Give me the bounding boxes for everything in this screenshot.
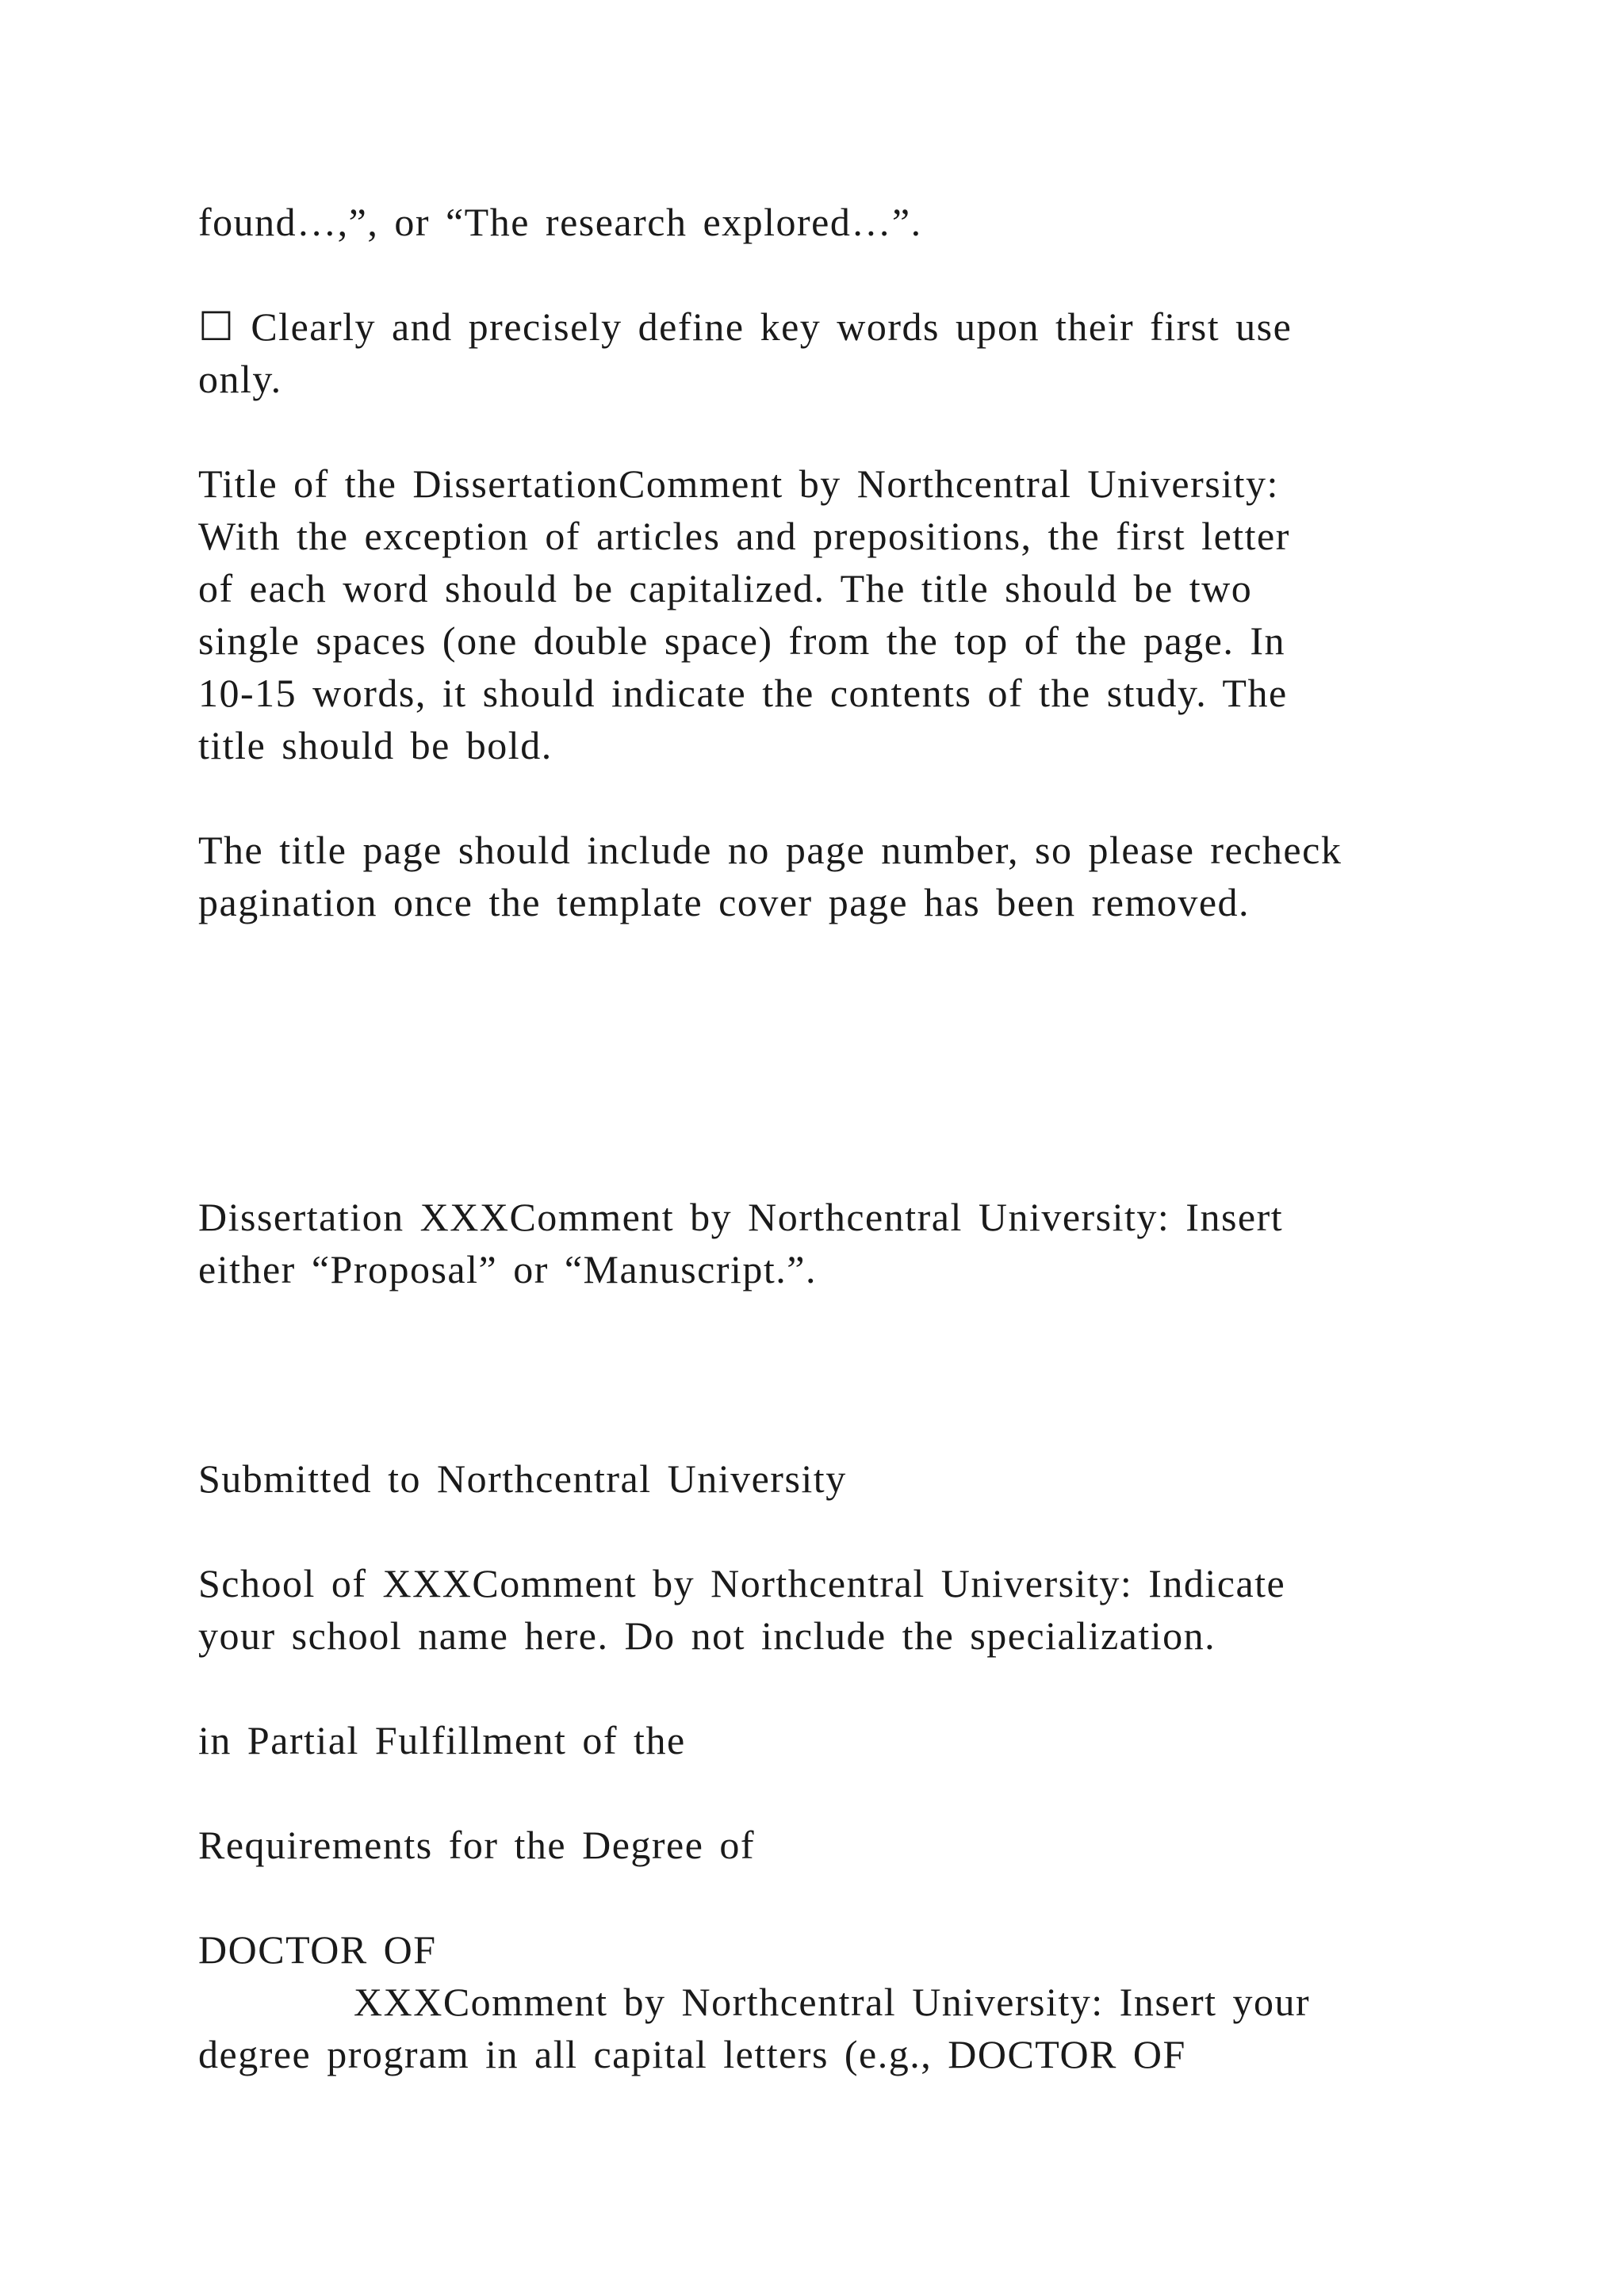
text-line: Dissertation XXXComment by Northcentral University: Insert [198, 1195, 1284, 1239]
text-line: title should be bold. [198, 723, 553, 767]
text-line: With the exception of articles and prepositions, the first letter [198, 514, 1290, 558]
text-line: School of XXXComment by Northcentral University: Indicate [198, 1561, 1286, 1605]
text-line: The title page should include no page number, so please recheck [198, 828, 1342, 872]
text-line: Submitted to Northcentral University [198, 1456, 847, 1501]
text-line: your school name here. Do not include the specialization. [198, 1613, 1216, 1658]
text-line: in Partial Fulfillment of the [198, 1718, 686, 1762]
text-line: only. [198, 357, 282, 401]
text-line: found…,”, or “The research explored…”. [198, 200, 922, 244]
text-line: XXXComment by Northcentral University: Insert your [354, 1980, 1311, 2024]
text-line: of each word should be capitalized. The title should be two [198, 566, 1253, 610]
text-line: 10-15 words, it should indicate the contents of the study. The [198, 671, 1288, 715]
text-line: pagination once the template cover page has been removed. [198, 880, 1251, 924]
text-line: DOCTOR OF [198, 1927, 437, 1972]
text-line: Requirements for the Degree of [198, 1823, 756, 1867]
text-line: ☐ Clearly and precisely define key words upon their first use [198, 304, 1293, 349]
text-line: Title of the DissertationComment by Northcentral University: [198, 461, 1279, 506]
text-line: single spaces (one double space) from the top of the page. In [198, 618, 1285, 663]
text-line: either “Proposal” or “Manuscript.”. [198, 1247, 817, 1292]
text-line: degree program in all capital letters (e.g., DOCTOR OF [198, 2032, 1186, 2076]
